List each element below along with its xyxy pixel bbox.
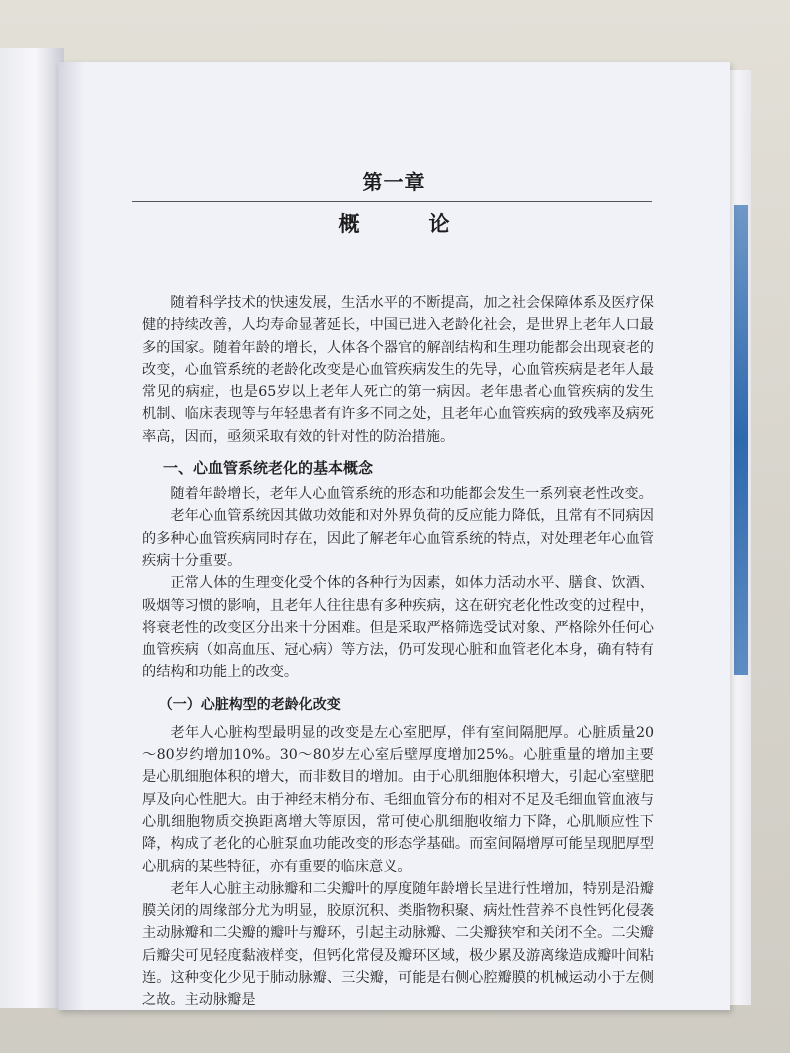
intro-paragraph: 随着科学技术的快速发展，生活水平的不断提高，加之社会保障体系及医疗保健的持续改善，人均寿命显著延长，中国已进入老龄化社会，是世界上老年人口最多的国家。随着年龄的增长，人体各个器官的解剖结构和生理功能都会出现衰老的改变，心血管系统的老龄化改变是心血管疾病发生的先导，心血管疾病是老年人最常见的病症，也是65岁以上老年人死亡的第一病因。老年患者心血管疾病的发生机制、临床表现等与年轻患者有许多不同之处，且老年心血管疾病的致残率及病死率高，因而，亟须采取有效的针对性的防治措施。 xyxy=(142,295,654,445)
subsection-paragraph-2: 老年人心脏主动脉瓣和二尖瓣叶的厚度随年龄增长呈进行性增加，特别是沿瓣膜关闭的周缘部分尤为明显，胶原沉积、类脂物积聚、病灶性营养不良性钙化侵袭主动脉瓣和二尖瓣的瓣叶与瓣环，引起主动脉瓣、二尖瓣狭窄和关闭不全。二尖瓣后瓣尖可见轻度黏液样变，但钙化常侵及瓣环区域，极少累及游离缘造成瓣叶间粘连。这种变化少见于肺动脉瓣、三尖瓣，可能是右侧心腔瓣膜的机械运动小于左侧之故。主动脉瓣是 xyxy=(142,880,654,1009)
section-paragraph-3: 正常人体的生理变化受个体的各种行为因素，如体力活动水平、膳食、饮酒、吸烟等习惯的影响，且老年人往往患有多种疾病，这在研究老化性改变的过程中，将衰老性的改变区分出来十分困难。但是采取严格筛选受试对象、严格除外任何心血管疾病（如高血压、冠心病）等方法，仍可发现心脏和血管老化本身，确有特有的结构和功能上的改变。 xyxy=(142,575,654,681)
chapter-divider xyxy=(132,201,652,202)
gutter-shadow xyxy=(58,62,84,1010)
chapter-title: 概 论 xyxy=(338,212,474,236)
book-cover-strip xyxy=(734,205,748,675)
subsection-paragraph-1: 老年人心脏构型最明显的改变是左心室肥厚，伴有室间隔肥厚。心脏质量20～80岁约增加10%。30～80岁左心室后壁厚度增加25%。心脏重量的增加主要是心肌细胞体积的增大，而非数目的增加。由于心肌细胞体积增大，引起心室壁肥厚及向心性肥大。由于神经末梢分布、毛细血管分布的相对不足及毛细血管血液与心肌细胞物质交换距离增大等原因，常可使心肌细胞收缩力下降，心肌顺应性下降，构成了老化的心脏泵血功能改变的形态学基础。而室间隔增厚可能呈现肥厚型心肌病的某些特征，亦有重要的临床意义。 xyxy=(142,724,654,875)
subsection-heading: （一）心脏构型的老龄化改变 xyxy=(158,696,341,713)
section-paragraph-1: 随着年龄增长，老年人心血管系统的形态和功能都会发生一系列衰老性改变。 xyxy=(170,486,653,503)
page-body xyxy=(142,292,654,1012)
facing-page-edge xyxy=(0,48,64,1008)
book-page xyxy=(58,62,730,1010)
chapter-number: 第一章 xyxy=(362,170,426,194)
section-paragraph-2: 老年心血管系统因其做功效能和对外界负荷的反应能力降低，且常有不同病因的多种心血管疾病同时存在，因此了解老年心血管系统的特点，对处理老年心血管疾病十分重要。 xyxy=(142,508,654,569)
section-heading: 一、心血管系统老化的基本概念 xyxy=(163,459,374,478)
